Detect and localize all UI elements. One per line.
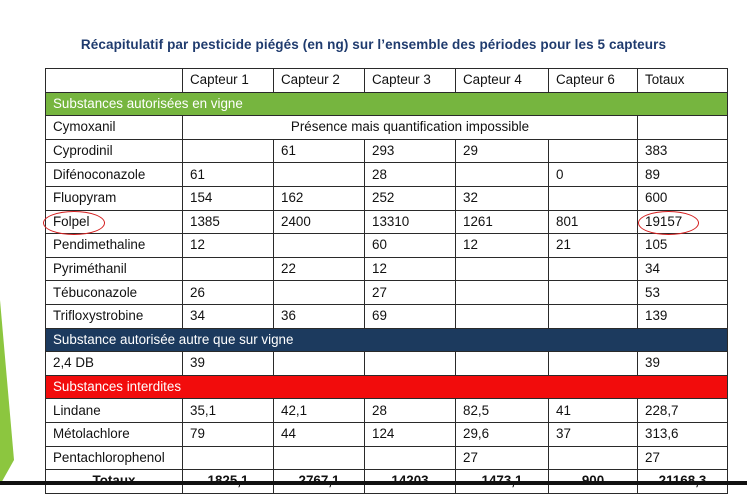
table-cell: 124: [365, 422, 456, 446]
table-cell: 41: [549, 399, 638, 423]
table-cell: 39: [638, 352, 728, 376]
substance-name: Lindane: [46, 399, 183, 423]
table-cell: 36: [274, 304, 365, 328]
table-cell: 1261: [456, 210, 549, 234]
substance-name: Pentachlorophenol: [46, 446, 183, 470]
table-cell: [638, 116, 728, 140]
substance-name: Fluopyram: [46, 186, 183, 210]
table-row: [46, 257, 728, 281]
section-row-authorized-other: [46, 328, 728, 352]
substance-name: 2,4 DB: [46, 352, 183, 376]
quantification-note: Présence mais quantification impossible: [183, 116, 638, 140]
table-cell: [183, 257, 274, 281]
table-row: [46, 446, 728, 470]
page-title: Récapitulatif par pesticide piégés (en ng) sur l’ensemble des périodes pour les 5 capteurs: [80, 37, 667, 52]
table-cell: 28: [365, 163, 456, 187]
table-cell: [274, 352, 365, 376]
table-cell: 79: [183, 422, 274, 446]
table-cell: [365, 446, 456, 470]
table-cell: [456, 257, 549, 281]
table-cell: 293: [365, 139, 456, 163]
table-cell: [456, 304, 549, 328]
table-cell: 13310: [365, 210, 456, 234]
table-cell: [274, 234, 365, 258]
section-label: Substances interdites: [46, 375, 728, 399]
bottom-edge-bar: [0, 481, 747, 485]
table-cell: 61: [183, 163, 274, 187]
table-cell: 27: [638, 446, 728, 470]
table-cell: 69: [365, 304, 456, 328]
table-cell: 252: [365, 186, 456, 210]
table-row: [46, 186, 728, 210]
table-cell: 32: [456, 186, 549, 210]
table-cell: 27: [456, 446, 549, 470]
table-cell: 801: [549, 210, 638, 234]
header-cell: Capteur 3: [365, 69, 456, 93]
table-cell: 29,6: [456, 422, 549, 446]
substance-name: Tébuconazole: [46, 281, 183, 305]
table-cell: 28: [365, 399, 456, 423]
table-cell: 27: [365, 281, 456, 305]
table-cell: 37: [549, 422, 638, 446]
substance-name: Trifloxystrobine: [46, 304, 183, 328]
table-cell: 39: [183, 352, 274, 376]
table-cell: 29: [456, 139, 549, 163]
table-cell: 35,1: [183, 399, 274, 423]
table-row: [46, 116, 728, 140]
table-cell: 1385: [183, 210, 274, 234]
header-cell: Capteur 6: [549, 69, 638, 93]
table-cell: 139: [638, 304, 728, 328]
table-row: [46, 139, 728, 163]
header-cell: Capteur 2: [274, 69, 365, 93]
table-cell: [274, 446, 365, 470]
table-row: [46, 422, 728, 446]
table-cell: 2400: [274, 210, 365, 234]
table-cell: 12: [456, 234, 549, 258]
table-cell: 44: [274, 422, 365, 446]
table-row: [46, 234, 728, 258]
substance-name: Métolachlore: [46, 422, 183, 446]
header-cell: [46, 69, 183, 93]
table-cell: [274, 281, 365, 305]
table-cell: [456, 281, 549, 305]
section-row-forbidden: [46, 375, 728, 399]
highlight-circle-folpel-total: [638, 211, 699, 235]
header-row: [46, 69, 728, 93]
header-cell: Capteur 4: [456, 69, 549, 93]
substance-name: Pyriméthanil: [46, 257, 183, 281]
substance-name: Folpel: [46, 210, 183, 234]
section-label: Substance autorisée autre que sur vigne: [46, 328, 728, 352]
table-cell: [549, 352, 638, 376]
table-cell: 42,1: [274, 399, 365, 423]
table-cell: 19157: [638, 210, 728, 234]
highlight-circle-folpel: [43, 211, 105, 235]
table-cell: 60: [365, 234, 456, 258]
table-cell: 383: [638, 139, 728, 163]
table-cell: [549, 446, 638, 470]
table-cell: 12: [183, 234, 274, 258]
section-label: Substances autorisées en vigne: [46, 92, 728, 116]
table-cell: [274, 163, 365, 187]
table-cell: 82,5: [456, 399, 549, 423]
table-row: [46, 163, 728, 187]
table-cell: [549, 139, 638, 163]
substance-name: Cymoxanil: [46, 116, 183, 140]
table-row: [46, 304, 728, 328]
header-cell: Totaux: [638, 69, 728, 93]
header-cell: Capteur 1: [183, 69, 274, 93]
table-cell: 53: [638, 281, 728, 305]
table-cell: 313,6: [638, 422, 728, 446]
table-cell: 12: [365, 257, 456, 281]
table-cell: [549, 257, 638, 281]
table-cell: 105: [638, 234, 728, 258]
table-row: [46, 210, 728, 234]
table-cell: 89: [638, 163, 728, 187]
table-cell: [365, 352, 456, 376]
table-row: [46, 281, 728, 305]
table-cell: [549, 281, 638, 305]
table-cell: 0: [549, 163, 638, 187]
substance-name: Pendimethaline: [46, 234, 183, 258]
table-cell: 600: [638, 186, 728, 210]
table-cell: 34: [638, 257, 728, 281]
table-cell: 154: [183, 186, 274, 210]
table-cell: [183, 446, 274, 470]
table-cell: [183, 139, 274, 163]
section-row-authorized-vine: [46, 92, 728, 116]
table-cell: [549, 304, 638, 328]
table-cell: 21: [549, 234, 638, 258]
table-row: [46, 399, 728, 423]
table-cell: [456, 163, 549, 187]
table-cell: 26: [183, 281, 274, 305]
table-row: [46, 352, 728, 376]
table-cell: 22: [274, 257, 365, 281]
table-cell: 61: [274, 139, 365, 163]
table-cell: 34: [183, 304, 274, 328]
substance-name: Difénoconazole: [46, 163, 183, 187]
table-cell: 228,7: [638, 399, 728, 423]
table-cell: [549, 186, 638, 210]
table-cell: [456, 352, 549, 376]
table-cell: 162: [274, 186, 365, 210]
decorative-green-accent: [0, 300, 14, 485]
pesticide-summary-table: [45, 68, 728, 494]
substance-name: Cyprodinil: [46, 139, 183, 163]
